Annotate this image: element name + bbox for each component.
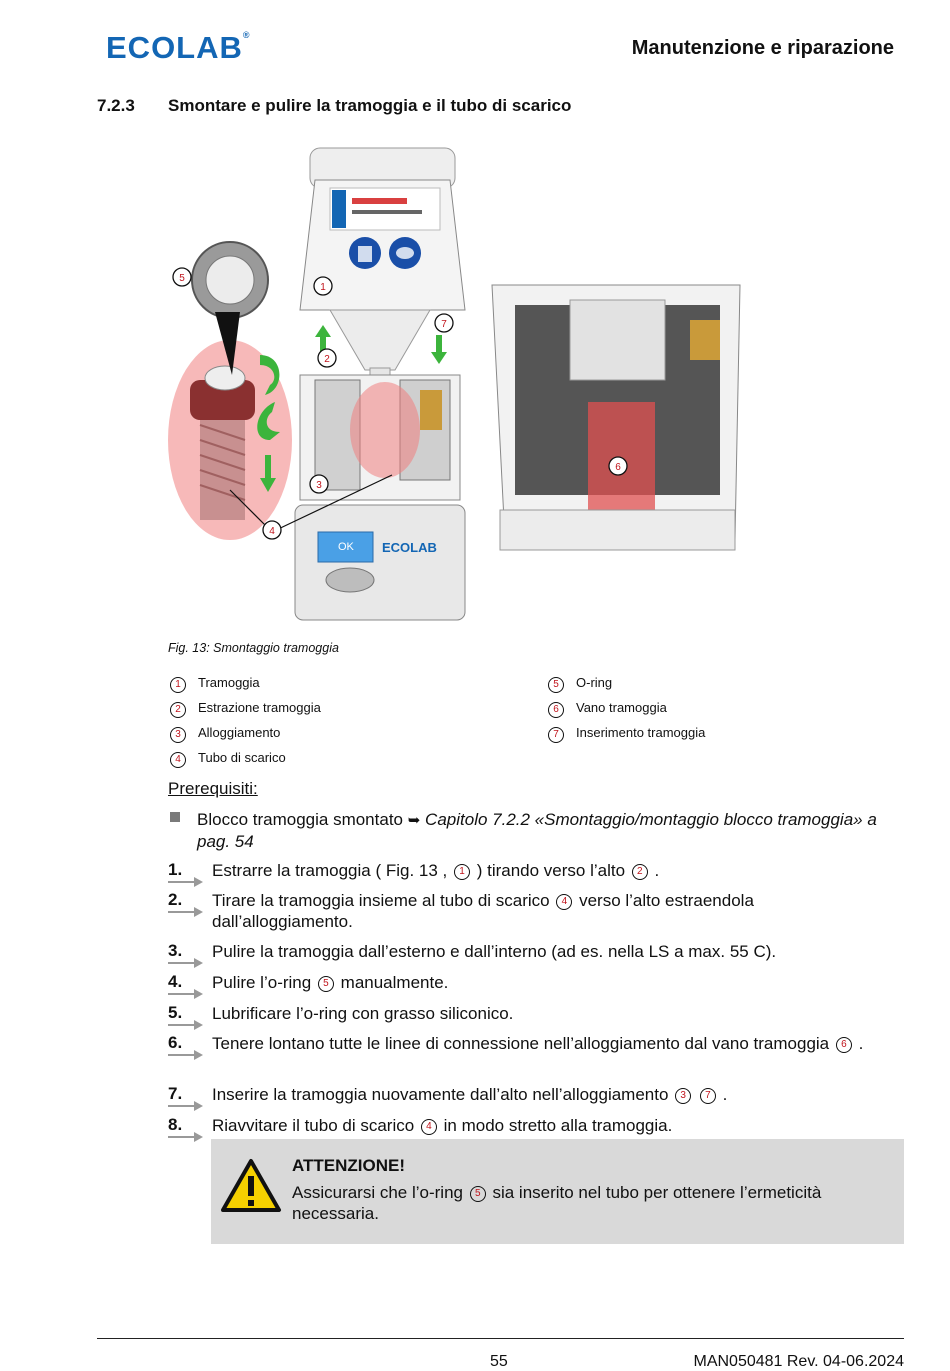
step-arrow-icon [168,1050,204,1060]
step-text [212,941,892,962]
inline-callout-number: 5 [318,976,334,992]
cross-reference-icon: ➥ [407,812,421,829]
legend-number: 2 [170,702,186,718]
figure-caption: Fig. 13: Smontaggio tramoggia [168,641,339,655]
warning-triangle-icon [220,1158,282,1214]
step-number: 8. [168,1115,183,1134]
text-segment: . [853,1034,864,1053]
svg-text:5: 5 [179,273,185,284]
legend-item [548,670,888,695]
step-number: 5. [168,1003,183,1022]
page-number: 55 [490,1353,508,1370]
step-text [212,1033,892,1054]
logo-text: ECOLAB [106,30,243,65]
dispenser-unit-right [492,285,740,550]
text-segment: Tenere lontano tutte le linee di connessione nell’alloggiamento dal vano tramoggia [212,1034,834,1053]
text-segment: sia inserito nel tubo per ottenere l’ermeticità necessaria. [292,1183,822,1223]
text-segment: Lubrificare l’o-ring con grasso siliconico. [212,1004,514,1023]
ecolab-logo [106,30,251,66]
logo-trademark: ® [242,30,251,40]
text-segment: . [717,1085,728,1104]
callout-7 [435,314,453,332]
step-number: 2. [168,890,183,909]
legend-label: Vano tramoggia [576,700,667,715]
legend-label: Tubo di scarico [198,750,286,765]
text-segment: Riavvitare il tubo di scarico [212,1116,419,1135]
text-segment: . [649,861,660,880]
footer-divider [97,1338,904,1339]
inline-callout-number: 6 [836,1037,852,1053]
callout-3 [310,475,328,493]
dispenser-unit-left [295,148,465,620]
step-text [212,1115,892,1136]
legend-label: Tramoggia [198,675,260,690]
step-text [212,972,892,993]
prerequisite-item [197,809,877,852]
legend-left [170,670,510,770]
text-segment: Pulire la tramoggia dall’esterno e dall’interno (ad es. nella LS a max. 55 C). [212,942,777,961]
text-segment: verso l’alto estraendola dall’alloggiamento. [212,891,754,931]
chapter-reference-link[interactable]: Capitolo 7.2.2 «Smontaggio/montaggio blocco tramoggia» a pag. 54 [197,810,877,851]
inline-callout-number: 5 [470,1186,486,1202]
inline-callout-number: 3 [675,1088,691,1104]
legend-number: 1 [170,677,186,693]
legend-label: Alloggiamento [198,725,281,740]
inline-callout-number: 1 [454,864,470,880]
panel-brand-text: ECOLAB [382,540,437,555]
legend-item [548,720,888,745]
legend-number: 4 [170,752,186,768]
step-arrow-icon [168,1101,204,1111]
page-header-title: Manutenzione e riparazione [631,37,894,59]
legend-number: 6 [548,702,564,718]
text-segment: Assicurarsi che l’o-ring [292,1183,468,1202]
step-number: 7. [168,1084,183,1103]
text-segment: manualmente. [335,973,449,992]
svg-text:6: 6 [615,462,621,473]
display-screen-text: OK [338,541,354,553]
inline-callout-number: 7 [700,1088,716,1104]
text-segment: ) tirando verso l’alto [471,861,630,880]
warning-title: ATTENZIONE! [292,1156,406,1175]
legend-item [170,695,510,720]
step-arrow-icon [168,1020,204,1030]
legend-number: 3 [170,727,186,743]
step-number: 6. [168,1033,183,1052]
legend-number: 7 [548,727,564,743]
prerequisite-text: Blocco tramoggia smontato [197,810,403,829]
legend-label: Inserimento tramoggia [576,725,706,740]
text-segment: in modo stretto alla tramoggia. [438,1116,673,1135]
step-text [212,1084,892,1105]
step-number: 4. [168,972,183,991]
callout-4 [263,521,281,539]
step-text [212,1003,892,1024]
legend-item [548,695,888,720]
text-segment: Inserire la tramoggia nuovamente dall’alto nell’alloggiamento [212,1085,674,1104]
svg-text:3: 3 [316,480,322,491]
bullet-square-icon [170,812,180,822]
document-revision: MAN050481 Rev. 04-06.2024 [693,1353,904,1370]
step-number: 3. [168,941,183,960]
legend-right [548,670,888,745]
legend-label: O-ring [576,675,613,690]
callout-2 [318,349,336,367]
legend-item [170,670,510,695]
legend-number: 5 [548,677,564,693]
text-segment: Pulire l’o-ring [212,973,316,992]
inline-callout-number: 2 [632,864,648,880]
svg-text:4: 4 [269,526,275,537]
callout-5 [173,268,191,286]
drain-hose-detail [168,242,292,540]
step-text [212,890,892,932]
svg-text:7: 7 [441,319,447,330]
svg-text:1: 1 [320,282,326,293]
warning-text [292,1182,892,1224]
legend-item [170,720,510,745]
hopper-disassembly-figure [160,140,760,630]
inline-callout-number: 4 [556,894,572,910]
text-segment: Tirare la tramoggia insieme al tubo di scarico [212,891,555,910]
step-arrow-icon [168,958,204,968]
legend-item [170,745,510,770]
callout-6 [609,457,627,475]
section-number: 7.2.3 [97,96,135,115]
step-arrow-icon [168,877,204,887]
step-text [212,860,892,881]
text-segment [693,1085,698,1104]
text-segment: Estrarre la tramoggia ( Fig. 13 , [212,861,452,880]
section-title: Smontare e pulire la tramoggia e il tubo di scarico [168,96,572,115]
svg-text:2: 2 [324,354,330,365]
callout-1 [314,277,332,295]
step-arrow-icon [168,1132,204,1142]
step-arrow-icon [168,907,204,917]
legend-label: Estrazione tramoggia [198,700,321,715]
prerequisites-heading: Prerequisiti: [168,779,258,798]
step-number: 1. [168,860,183,879]
step-arrow-icon [168,989,204,999]
inline-callout-number: 4 [421,1119,437,1135]
